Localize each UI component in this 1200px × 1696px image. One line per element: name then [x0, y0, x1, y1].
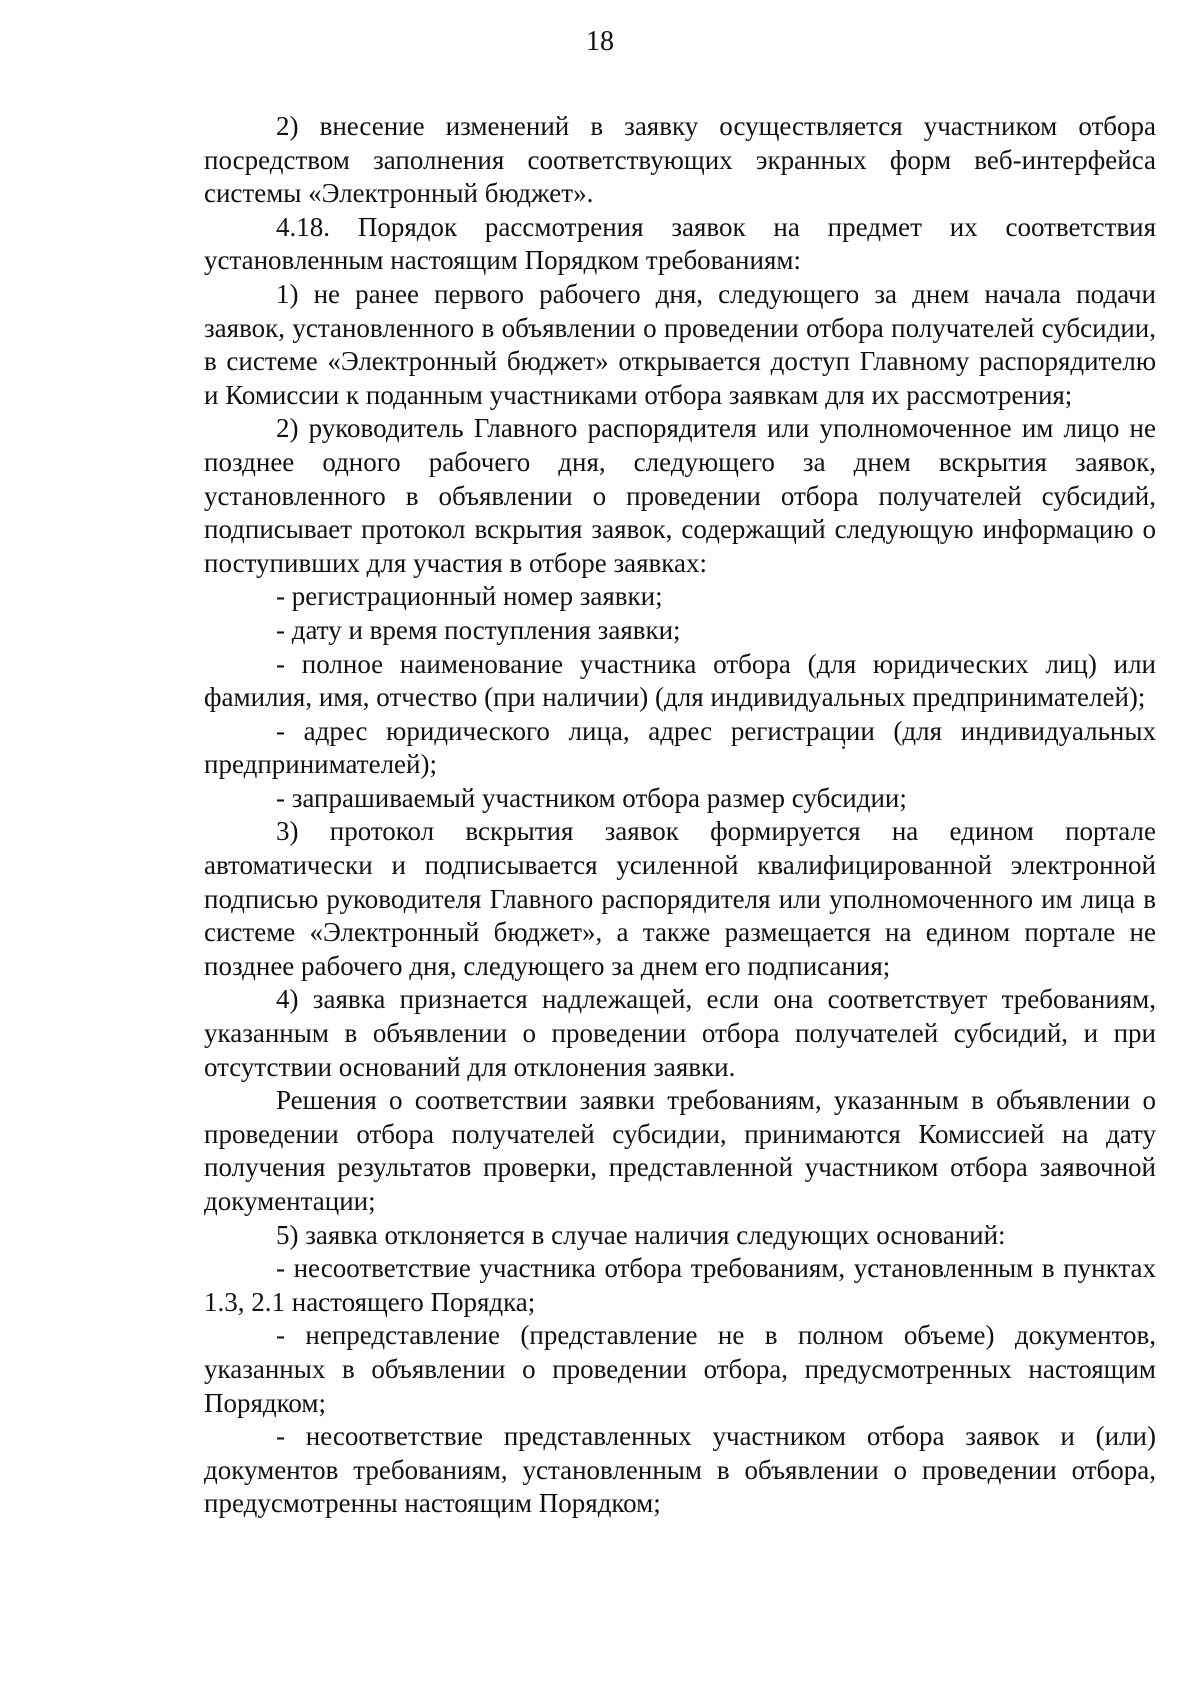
- paragraph-item-3-protocol-formation: 3) протокол вскрытия заявок формируется на едином портале автоматически и подписывается усиленной квалифицированной электронной подписью руководителя Главного распорядителя или уполномоченного им лица в системе «Электронный бюджет», а также размещается на едином портале не позднее рабочего дня, следующего за днем его подписания;: [204, 816, 1156, 981]
- paragraph-section-4-18: 4.18. Порядок рассмотрения заявок на предмет их соответствия установленным настоящим Порядком требованиям:: [204, 211, 1156, 276]
- document-body: [204, 110, 1156, 1521]
- list-item-documents-noncompliance: - несоответствие представленных участником отбора заявок и (или) документов требованиям, установленным в объявлении о проведении отбора, предусмотренны настоящим Порядком;: [204, 1421, 1156, 1519]
- paragraph-item-1-access: 1) не ранее первого рабочего дня, следующего за днем начала подачи заявок, установленного в объявлении о проведении отбора получателей субсидии, в системе «Электронный бюджет» открывается доступ Главному распорядителю и Комиссии к поданным участниками отбора заявкам для их рассмотрения;: [204, 278, 1156, 410]
- list-item-registration-number: - регистрационный номер заявки;: [276, 581, 663, 612]
- paragraph-item-5-rejection-grounds: 5) заявка отклоняется в случае наличия следующих оснований:: [276, 1219, 1006, 1250]
- list-item-documents-missing: - непредставление (представление не в полном объеме) документов, указанных в объявлении о проведении отбора, предусмотренных настоящим Порядком;: [204, 1320, 1156, 1418]
- paragraph-commission-decision: Решения о соответствии заявки требованиям, указанным в объявлении о проведении отбора получателей субсидии, принимаются Комиссией на дату получения результатов проверки, представленной участником отбора заявочной документации;: [204, 1085, 1156, 1216]
- scan-artifact-dot: [842, 746, 845, 749]
- paragraph-item-4-proper-application: 4) заявка признается надлежащей, если она соответствует требованиям, указанным в объявлении о проведении отбора получателей субсидий, и при отсутствии оснований для отклонения заявки.: [204, 984, 1156, 1082]
- list-item-participant-name: - полное наименование участника отбора (для юридических лиц) или фамилия, имя, отчество (при наличии) (для индивидуальных предпринимателей);: [204, 648, 1156, 713]
- page-number: 18: [586, 26, 614, 57]
- paragraph-amendment-procedure: 2) внесение изменений в заявку осуществляется участником отбора посредством заполнения соответствующих экранных форм веб-интерфейса системы «Электронный бюджет».: [204, 111, 1156, 209]
- list-item-requested-amount: - запрашиваемый участником отбора размер субсидии;: [276, 782, 907, 813]
- paragraph-item-2-opening-protocol: 2) руководитель Главного распорядителя или уполномоченное им лицо не позднее одного рабочего дня, следующего за днем вскрытия заявок, установленного в объявлении о проведении отбора получателей субсидий, подписывает протокол вскрытия заявок, содержащий следующую информацию о поступивших для участия в отборе заявках:: [204, 413, 1156, 578]
- list-item-participant-noncompliance: - несоответствие участника отбора требованиям, установленным в пунктах 1.3, 2.1 настоящего Порядка;: [204, 1253, 1156, 1317]
- list-item-receipt-datetime: - дату и время поступления заявки;: [276, 614, 681, 645]
- list-item-address: - адрес юридического лица, адрес регистрации (для индивидуальных предпринимателей);: [204, 715, 1156, 780]
